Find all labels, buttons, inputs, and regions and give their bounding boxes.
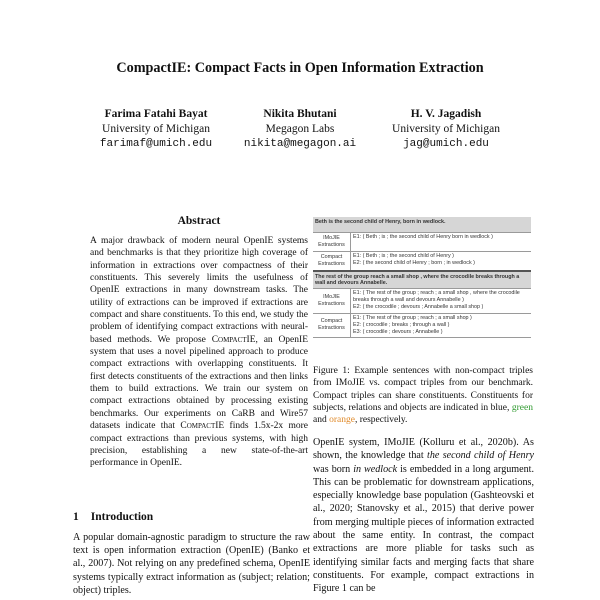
figure-row (313, 232, 531, 251)
extraction: E1: ( Beth ; is ; the second child of Henry born in wedlock ) (353, 234, 493, 240)
body-text-part: was born (313, 463, 354, 475)
figure-extractions (350, 233, 531, 251)
section-number: 1 (73, 511, 79, 523)
figure-caption (313, 365, 533, 426)
body-text-right (313, 436, 534, 596)
caption-text: and (313, 415, 330, 426)
extraction: E2: ( crocodile ; breaks ; through a wall ) (353, 321, 450, 328)
author-name: Nikita Bhutani (263, 108, 337, 120)
figure-extractions (350, 314, 531, 338)
abstract-text (90, 235, 308, 470)
figure-sentence: The rest of the group reach a small shop , where the crocodile breaks through a wall and devours Annabelle. (313, 270, 531, 288)
author-name: H. V. Jagadish (410, 108, 482, 120)
author-affiliation: Megagon Labs (265, 123, 335, 135)
system-name: CompactIE (180, 421, 225, 432)
section-title: Introduction (90, 511, 154, 523)
extraction: E1: ( Beth ; is ; the second child of Henry ) (353, 253, 454, 259)
figure-row (313, 313, 531, 339)
intro-text: A popular domain-agnostic paradigm to structure the raw text is open information extraction (OpenIE) (Banko et al., 2007). Not relying on any predefined schema, OpenIE systems typically extract information as (subject; relation; object) triples. (73, 532, 310, 596)
figure-extractions (350, 289, 531, 313)
author-affiliation: University of Michigan (102, 123, 210, 135)
figure-extractions (350, 252, 531, 270)
author-block (356, 107, 536, 152)
section-heading (73, 511, 153, 523)
abstract-text-part: , an OpenIE system that uses a novel pipelined approach to produce compact extractions with overlapping constituents. It first detects constituents of the extractions and then links them to build extractions. We train our system on compact extractions obtained by processing existing benchmarks. Our experiments on CaRB and Wire57 datasets indicate that (90, 334, 308, 432)
caption-text: Figure 1: Example sentences with non-compact triples from IMoJIE vs. compact triples from our benchmark. Compact triples can share constituents. Constituents for subjects, relations and objects are indicated in blue, (313, 366, 533, 413)
body-text-part: is embedded in a long argument. This can be problematic for downstream applications, especially knowledge base population (Gashteovski et al., 2020; Stanovsky et al., 2015) that derive power from merging multiple pieces of information extracted about the same entity. In contrast, the compact extractions are more pliable for tasks such as identifying similar facts and merging facts that share constituents. For example, compact extractions in Figure 1 can be (313, 463, 534, 595)
figure-row-label: IMoJIE Extractions (318, 293, 345, 307)
caption-green: green (511, 402, 533, 413)
figure-row-label: Compact Extractions (318, 254, 345, 267)
figure-row (313, 251, 531, 270)
caption-orange: orange (329, 415, 355, 426)
extraction: E2: ( the second child of Henry ; born ; in wedlock ) (353, 260, 475, 267)
figure-row-label: IMoJIE Extractions (318, 235, 345, 248)
figure-sentence: Beth is the second child of Henry, born in wedlock. (313, 217, 531, 232)
author-affiliation: University of Michigan (392, 123, 500, 135)
figure-row-label: Compact Extractions (318, 318, 345, 332)
figure-row (313, 288, 531, 313)
abstract-text-part: A major drawback of modern neural OpenIE systems and benchmarks is that they prioritize high coverage of information in extractions over compactness of their constituents. This severely limits the usefulness of OpenIE extractions in many downstream tasks. The utility of extractions can be improved if extractions are compact and share constituents. To this end, we study the problem of identifying compact extractions with neural-based methods. We propose (90, 236, 308, 345)
extraction: E1: ( The rest of the group ; reach ; a small shop , where the crocodile breaks through a wall and devours Annabelle ) (353, 290, 520, 304)
caption-text: , respectively. (354, 415, 408, 426)
extraction: E1: ( The rest of the group ; reach ; a small shop ) (353, 314, 472, 321)
paper-title: CompactIE: Compact Facts in Open Information Extraction (116, 60, 484, 76)
author-email[interactable]: farimaf@umich.edu (99, 138, 213, 150)
abstract-heading: Abstract (177, 215, 221, 227)
abstract-text-part: finds 1.5x-2x more compact extractions than previous systems, with high precision, establishing a new state-of-the-art performance in OpenIE. (90, 421, 309, 469)
extraction: E3: ( crocodile ; devours ; Annabelle ) (353, 329, 443, 336)
author-name: Farima Fatahi Bayat (104, 108, 208, 120)
author-email[interactable]: nikita@megagon.ai (243, 138, 357, 150)
body-text-part: OpenIE system, IMoJIE (Kolluru et al., 2020b). As shown, the knowledge that (313, 437, 534, 462)
body-italic: the second child of Henry (427, 450, 535, 462)
system-name: CompactIE (211, 334, 256, 345)
author-email[interactable]: jag@umich.edu (403, 138, 489, 150)
body-italic: in wedlock (353, 463, 398, 475)
figure-1-table (313, 217, 531, 338)
extraction: E2: ( the crocodile ; devours ; Annabelle a small shop ) (353, 304, 484, 311)
